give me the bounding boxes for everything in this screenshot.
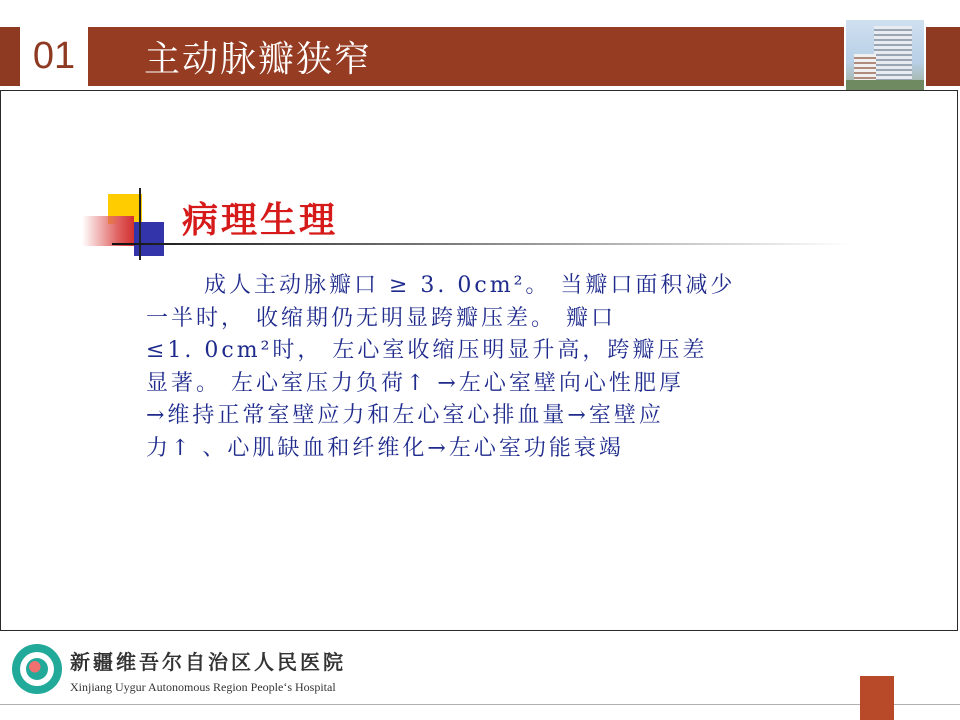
footer-divider (0, 704, 960, 705)
hospital-building-image (846, 20, 924, 90)
footer-accent-block (860, 676, 894, 720)
hospital-name-cn: 新疆维吾尔自治区人民医院 (70, 650, 346, 674)
body-line: 显著。 左心室压力负荷↑ →左心室壁向心性肥厚 (146, 370, 684, 396)
ground-shape (846, 80, 924, 90)
body-paragraph (146, 270, 826, 465)
building-tower-shape (874, 26, 912, 86)
slide-number: 01 (32, 35, 76, 77)
body-line: 一半时， 收缩期仍无明显跨瓣压差。 瓣口 (146, 305, 616, 331)
decor-vertical-line (139, 188, 141, 260)
decor-red-square (82, 216, 134, 246)
logo-mark (26, 658, 48, 680)
section-underline (112, 243, 852, 245)
body-line: →维持正常室壁应力和左心室心排血量→室壁应 (146, 403, 664, 428)
header-left-block (0, 27, 20, 86)
body-line: 成人主动脉瓣口 ≥ 3. 0cm²。 当瓣口面积减少 (204, 273, 736, 298)
section-title: 病理生理 (182, 200, 339, 241)
slide-title: 主动脉瓣狭窄 (144, 39, 373, 80)
body-line: ≤1. 0cm²时， 左心室收缩压明显升高，跨瓣压差 (146, 338, 708, 363)
hospital-logo-icon (12, 644, 62, 694)
body-line: 力↑ 、心肌缺血和纤维化→左心室功能衰竭 (146, 435, 624, 461)
header-right-block (926, 27, 960, 86)
hospital-name-en: Xinjiang Uygur Autonomous Region People‘s Hospital (70, 680, 336, 694)
